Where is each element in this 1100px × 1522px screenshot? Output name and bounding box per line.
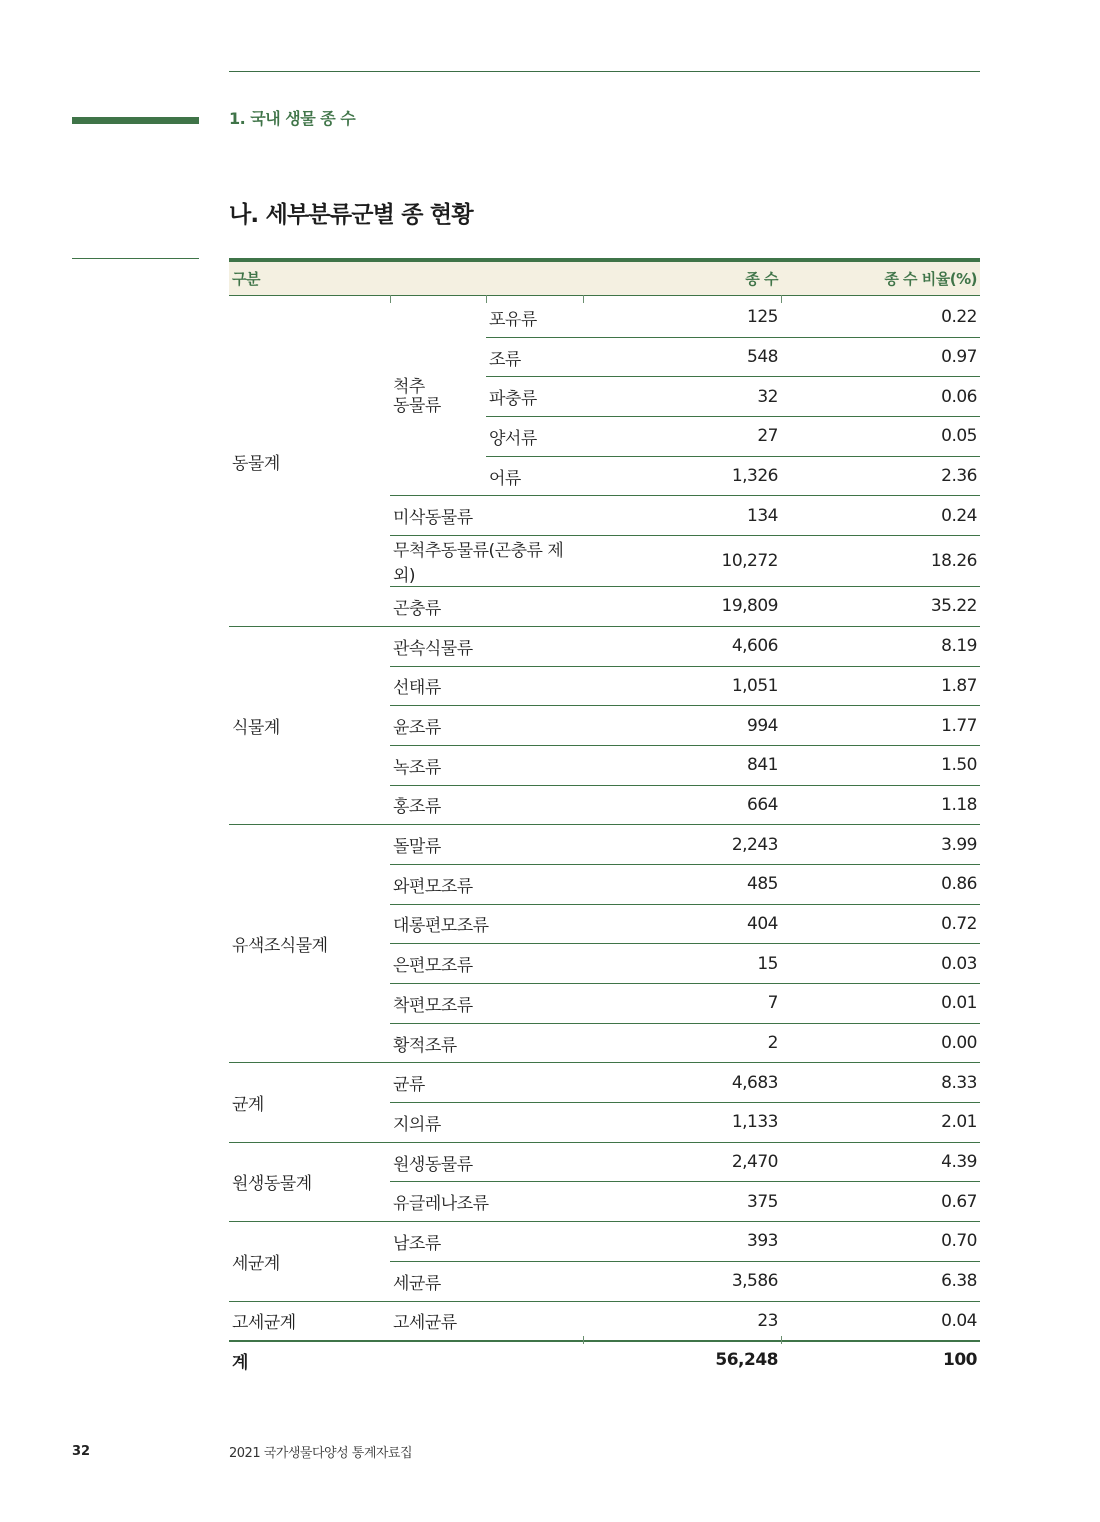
row-count: 375	[582, 1182, 781, 1222]
row-label: 대롱편모조류	[390, 904, 582, 944]
row-label: 원생동물류	[390, 1142, 582, 1182]
row-ratio: 0.97	[781, 337, 980, 377]
table-row	[229, 296, 980, 338]
row-ratio: 8.19	[781, 626, 980, 666]
row-count: 404	[582, 904, 781, 944]
row-label: 홍조류	[390, 785, 582, 825]
row-count: 2,243	[582, 825, 781, 865]
row-label: 관속식물류	[390, 626, 582, 666]
total-ratio: 100	[943, 1350, 977, 1371]
row-label: 파충류	[486, 377, 582, 417]
kingdom-cell: 세균계	[229, 1222, 390, 1301]
row-ratio: 0.67	[781, 1182, 980, 1222]
kingdom-cell: 식물계	[229, 626, 390, 824]
row-ratio: 0.22	[781, 296, 980, 338]
row-count: 994	[582, 706, 781, 746]
kingdom-cell: 유색조식물계	[229, 825, 390, 1063]
kingdom-cell: 동물계	[229, 296, 390, 627]
section-marker-bar	[72, 117, 199, 124]
total-count: 56,248	[715, 1350, 778, 1371]
row-label: 황적조류	[390, 1023, 582, 1063]
species-table	[229, 258, 980, 1378]
row-ratio: 0.24	[781, 496, 980, 536]
header-species-count: 종 수	[582, 260, 781, 296]
row-ratio: 1.77	[781, 706, 980, 746]
side-rule	[72, 258, 199, 259]
row-count: 1,133	[582, 1103, 781, 1143]
column-tick	[486, 295, 487, 303]
table-row	[229, 1222, 980, 1262]
row-label: 세균류	[390, 1261, 582, 1301]
row-label: 고세균류	[390, 1301, 582, 1341]
row-count: 2	[582, 1023, 781, 1063]
table-header-row	[229, 260, 980, 296]
column-tick	[781, 295, 782, 303]
row-count: 4,606	[582, 626, 781, 666]
row-count: 1,051	[582, 666, 781, 706]
top-rule	[229, 71, 980, 72]
row-label: 윤조류	[390, 706, 582, 746]
row-label: 곤충류	[390, 587, 582, 627]
row-label: 어류	[486, 456, 582, 496]
row-ratio: 8.33	[781, 1063, 980, 1103]
row-label: 무척추동물류(곤충류 제외)	[390, 536, 582, 587]
column-tick	[390, 295, 391, 303]
kingdom-cell: 원생동물계	[229, 1142, 390, 1221]
page-number: 32	[72, 1444, 91, 1459]
row-ratio: 1.87	[781, 666, 980, 706]
table-row	[229, 1301, 980, 1341]
row-ratio: 6.38	[781, 1261, 980, 1301]
row-label: 와편모조류	[390, 864, 582, 904]
row-ratio: 35.22	[781, 587, 980, 627]
row-ratio: 0.72	[781, 904, 980, 944]
row-ratio: 0.06	[781, 377, 980, 417]
row-label: 유글레나조류	[390, 1182, 582, 1222]
row-ratio: 2.01	[781, 1103, 980, 1143]
header-ratio: 종 수 비율(%)	[781, 260, 980, 296]
row-label: 남조류	[390, 1222, 582, 1262]
row-ratio: 3.99	[781, 825, 980, 865]
row-ratio: 0.00	[781, 1023, 980, 1063]
total-row	[229, 1341, 980, 1378]
row-count: 7	[582, 984, 781, 1024]
kingdom-cell: 균계	[229, 1063, 390, 1142]
column-tick	[781, 1336, 782, 1344]
kingdom-cell: 고세균계	[229, 1301, 390, 1341]
row-label: 은편모조류	[390, 944, 582, 984]
row-label: 선태류	[390, 666, 582, 706]
row-label: 돌말류	[390, 825, 582, 865]
row-label: 녹조류	[390, 745, 582, 785]
row-label: 착편모조류	[390, 984, 582, 1024]
page-title: 나. 세부분류군별 종 현황	[229, 202, 473, 228]
row-count: 393	[582, 1222, 781, 1262]
row-ratio: 1.18	[781, 785, 980, 825]
row-count: 1,326	[582, 456, 781, 496]
row-count: 19,809	[582, 587, 781, 627]
table-row	[229, 825, 980, 865]
row-label: 지의류	[390, 1103, 582, 1143]
row-ratio: 4.39	[781, 1142, 980, 1182]
group-label: 척추 동물류	[393, 376, 441, 416]
row-count: 664	[582, 785, 781, 825]
row-count: 23	[582, 1301, 781, 1341]
column-tick	[583, 295, 584, 303]
row-label: 미삭동물류	[390, 496, 582, 536]
row-label: 양서류	[486, 417, 582, 457]
section-label: 1. 국내 생물 종 수	[229, 109, 356, 128]
row-count: 841	[582, 745, 781, 785]
header-category: 구분	[229, 260, 582, 296]
row-count: 32	[582, 377, 781, 417]
table-row	[229, 1063, 980, 1103]
row-ratio: 0.01	[781, 984, 980, 1024]
row-count: 2,470	[582, 1142, 781, 1182]
row-count: 485	[582, 864, 781, 904]
group-cell-vertebrate	[390, 296, 486, 496]
total-label: 계	[232, 1352, 248, 1373]
row-count: 15	[582, 944, 781, 984]
row-ratio: 0.86	[781, 864, 980, 904]
row-count: 10,272	[582, 536, 781, 587]
row-label: 균류	[390, 1063, 582, 1103]
table-row	[229, 626, 980, 666]
table-row	[229, 1142, 980, 1182]
row-count: 134	[582, 496, 781, 536]
row-count: 125	[582, 296, 781, 338]
row-count: 3,586	[582, 1261, 781, 1301]
row-count: 548	[582, 337, 781, 377]
row-label: 조류	[486, 337, 582, 377]
row-ratio: 0.70	[781, 1222, 980, 1262]
row-count: 27	[582, 417, 781, 457]
row-ratio: 1.50	[781, 745, 980, 785]
column-tick	[583, 1336, 584, 1344]
row-ratio: 0.05	[781, 417, 980, 457]
row-ratio: 0.04	[781, 1301, 980, 1341]
row-label: 포유류	[486, 296, 582, 338]
row-ratio: 18.26	[781, 536, 980, 587]
row-ratio: 0.03	[781, 944, 980, 984]
row-count: 4,683	[582, 1063, 781, 1103]
publication-title: 2021 국가생물다양성 통계자료집	[229, 1446, 413, 1461]
row-ratio: 2.36	[781, 456, 980, 496]
